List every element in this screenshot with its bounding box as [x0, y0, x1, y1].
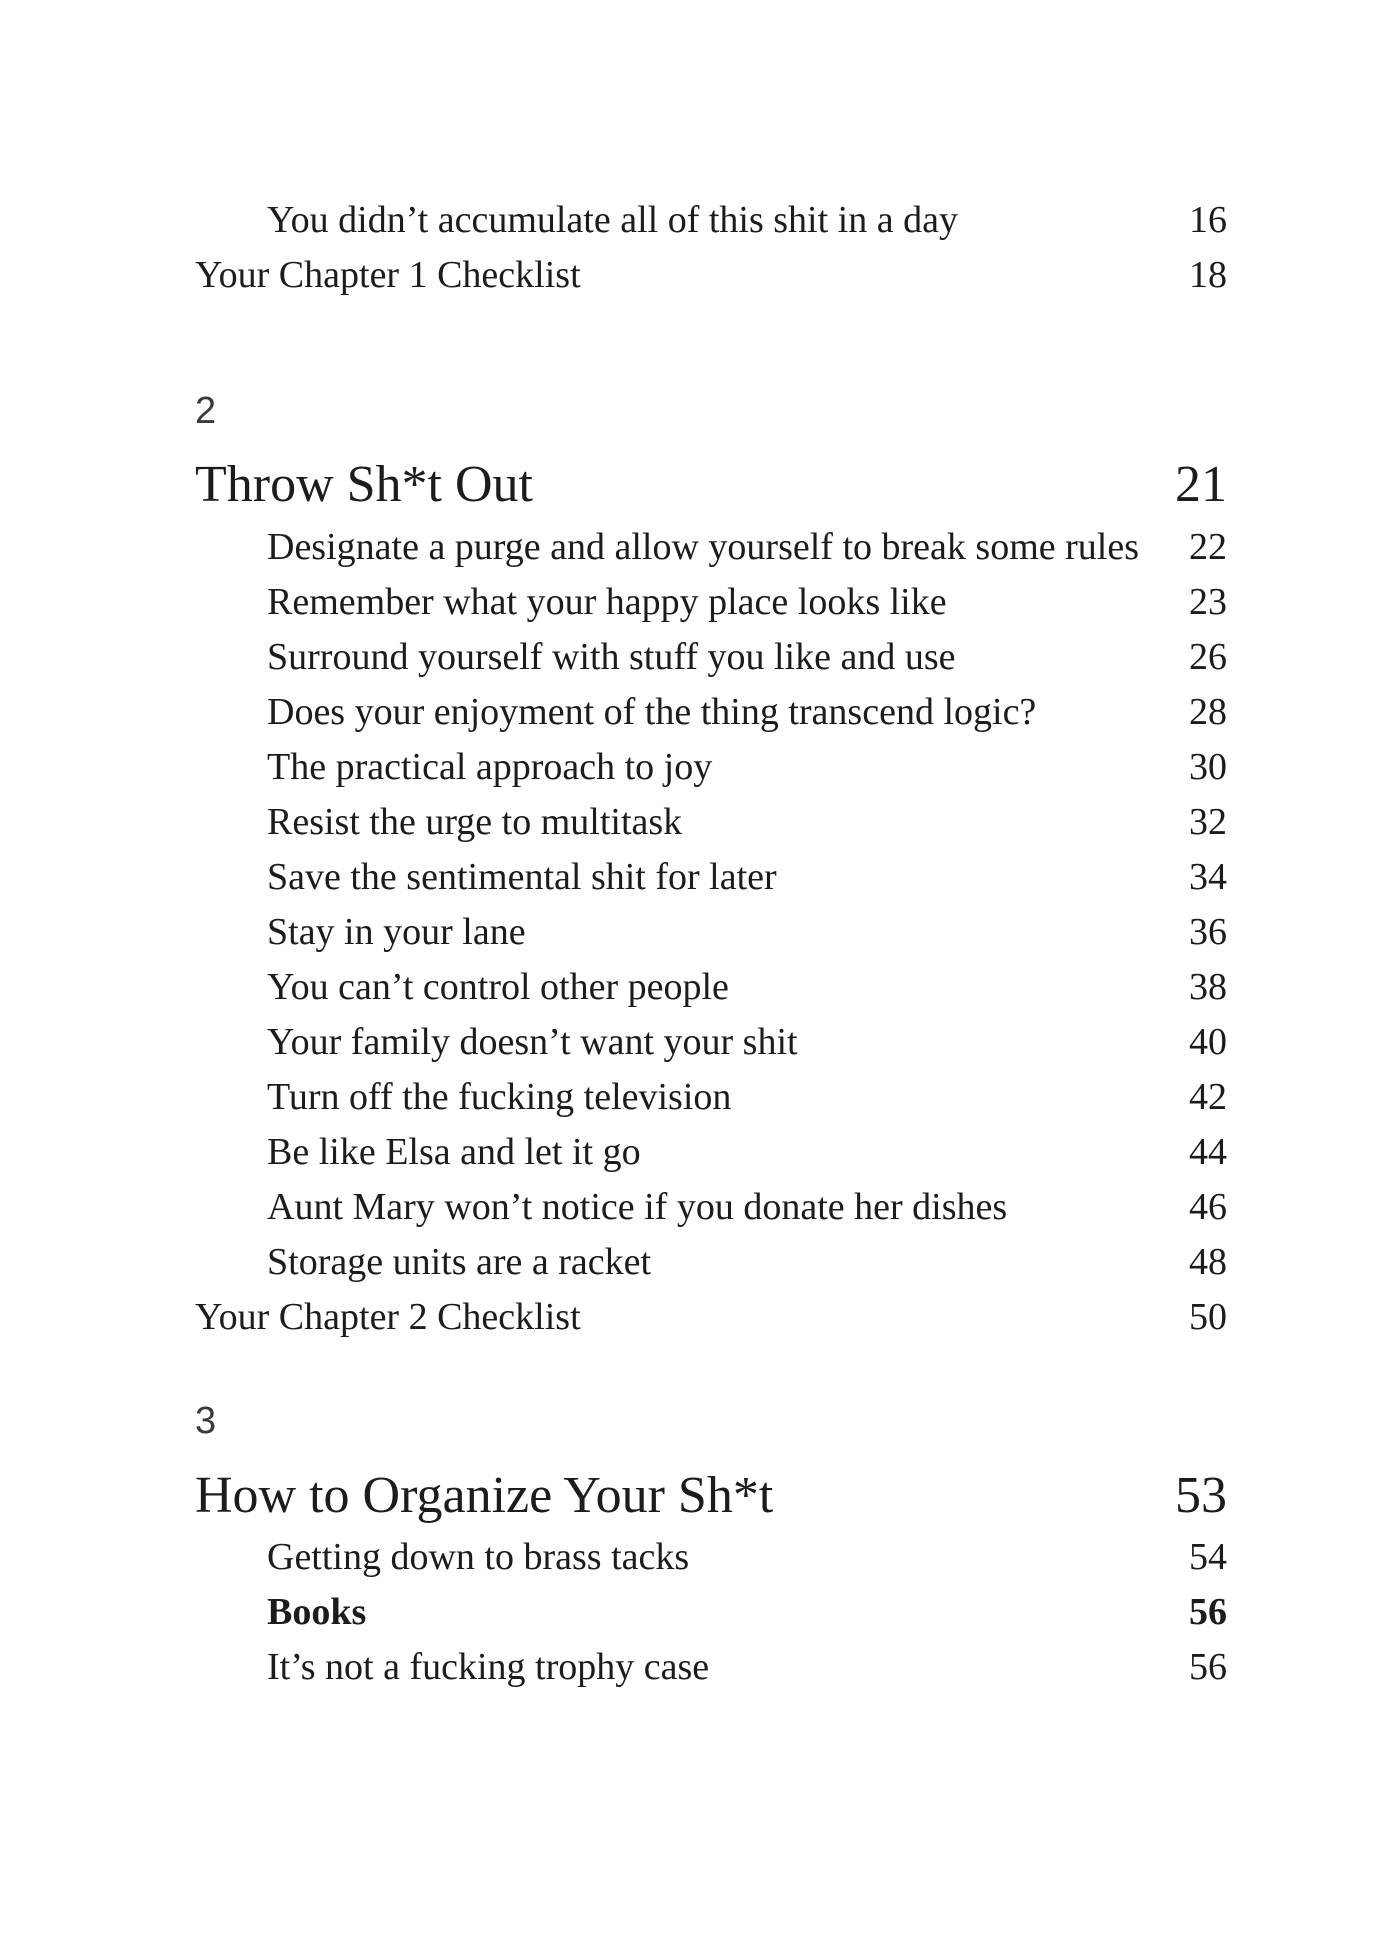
toc-entry-page: 36	[1189, 911, 1227, 953]
toc-entry-title: You can’t control other people	[267, 966, 729, 1008]
toc-entry[interactable]	[195, 522, 1227, 572]
toc-entry[interactable]	[195, 852, 1227, 902]
toc-entry[interactable]	[195, 962, 1227, 1012]
toc-entry-page: 38	[1189, 966, 1227, 1008]
toc-entry[interactable]	[195, 1237, 1227, 1287]
toc-entry-page: 34	[1189, 856, 1227, 898]
toc-entry[interactable]	[195, 1127, 1227, 1177]
chapter-title: How to Organize Your Sh*t	[195, 1467, 774, 1524]
toc-entry[interactable]	[195, 687, 1227, 737]
toc-entry[interactable]	[195, 1532, 1227, 1582]
toc-entry-page: 28	[1189, 691, 1227, 733]
toc-entry-page: 46	[1189, 1186, 1227, 1228]
toc-entry-title: Aunt Mary won’t notice if you donate her dishes	[267, 1186, 1008, 1228]
chapter-page: 53	[1175, 1467, 1227, 1524]
chapter-title: Throw Sh*t Out	[195, 456, 533, 513]
toc-entry-page: 16	[1189, 199, 1227, 241]
chapter-title-row[interactable]	[195, 450, 1227, 520]
chapter-page: 21	[1175, 456, 1227, 513]
toc-entry-title: Does your enjoyment of the thing transcend logic?	[267, 691, 1037, 733]
toc-entry-title: Designate a purge and allow yourself to break some rules	[267, 526, 1139, 568]
toc-entry[interactable]	[195, 577, 1227, 627]
toc-entry-page: 30	[1189, 746, 1227, 788]
toc-entry-title: Resist the urge to multitask	[267, 801, 683, 843]
toc-entry-page: 22	[1189, 526, 1227, 568]
chapter-title-row[interactable]	[195, 1461, 1227, 1531]
toc-checklist-entry[interactable]	[195, 1292, 1227, 1342]
toc-entry-title: Turn off the fucking television	[267, 1076, 732, 1118]
toc-entry-title: Be like Elsa and let it go	[267, 1131, 641, 1173]
toc-entry[interactable]	[195, 195, 1227, 245]
toc-entry-title: Getting down to brass tacks	[267, 1536, 690, 1578]
toc-entry-page: 48	[1189, 1241, 1227, 1283]
toc-entry-title: Surround yourself with stuff you like and use	[267, 636, 956, 678]
toc-entry[interactable]	[195, 797, 1227, 847]
toc-entry-page: 50	[1189, 1296, 1227, 1338]
toc-entry-title: Your family doesn’t want your shit	[267, 1021, 798, 1063]
toc-entry-page: 42	[1189, 1076, 1227, 1118]
toc-entry-page: 44	[1189, 1131, 1227, 1173]
toc-entry-title: Storage units are a racket	[267, 1241, 652, 1283]
toc-entry-title: Books	[267, 1591, 367, 1633]
toc-entry[interactable]	[195, 1072, 1227, 1122]
toc-entry-page: 54	[1189, 1536, 1227, 1578]
toc-checklist-entry[interactable]	[195, 250, 1227, 300]
toc-entry-page: 56	[1189, 1591, 1227, 1633]
toc-entry[interactable]	[195, 1642, 1227, 1692]
toc-entry-title: The practical approach to joy	[267, 746, 713, 788]
toc-entry-title: It’s not a fucking trophy case	[267, 1646, 710, 1688]
toc-entry-page: 40	[1189, 1021, 1227, 1063]
toc-entry-page: 18	[1189, 254, 1227, 296]
chapter-number: 2	[195, 390, 217, 432]
toc-entry-page: 56	[1189, 1646, 1227, 1688]
chapter-number: 3	[195, 1400, 217, 1442]
toc-entry-title: Save the sentimental shit for later	[267, 856, 777, 898]
toc-entry-page: 26	[1189, 636, 1227, 678]
toc-entry-page: 23	[1189, 581, 1227, 623]
toc-entry[interactable]	[195, 907, 1227, 957]
toc-entry[interactable]	[195, 1017, 1227, 1067]
toc-section-entry[interactable]	[195, 1587, 1227, 1637]
toc-entry-title: Remember what your happy place looks like	[267, 581, 947, 623]
toc-entry-title: Your Chapter 1 Checklist	[195, 254, 581, 296]
toc-entry[interactable]	[195, 1182, 1227, 1232]
toc-entry-title: Stay in your lane	[267, 911, 526, 953]
toc-entry[interactable]	[195, 632, 1227, 682]
toc-entry[interactable]	[195, 742, 1227, 792]
toc-entry-title: Your Chapter 2 Checklist	[195, 1296, 581, 1338]
toc-entry-page: 32	[1189, 801, 1227, 843]
toc-entry-title: You didn’t accumulate all of this shit in a day	[267, 199, 958, 241]
